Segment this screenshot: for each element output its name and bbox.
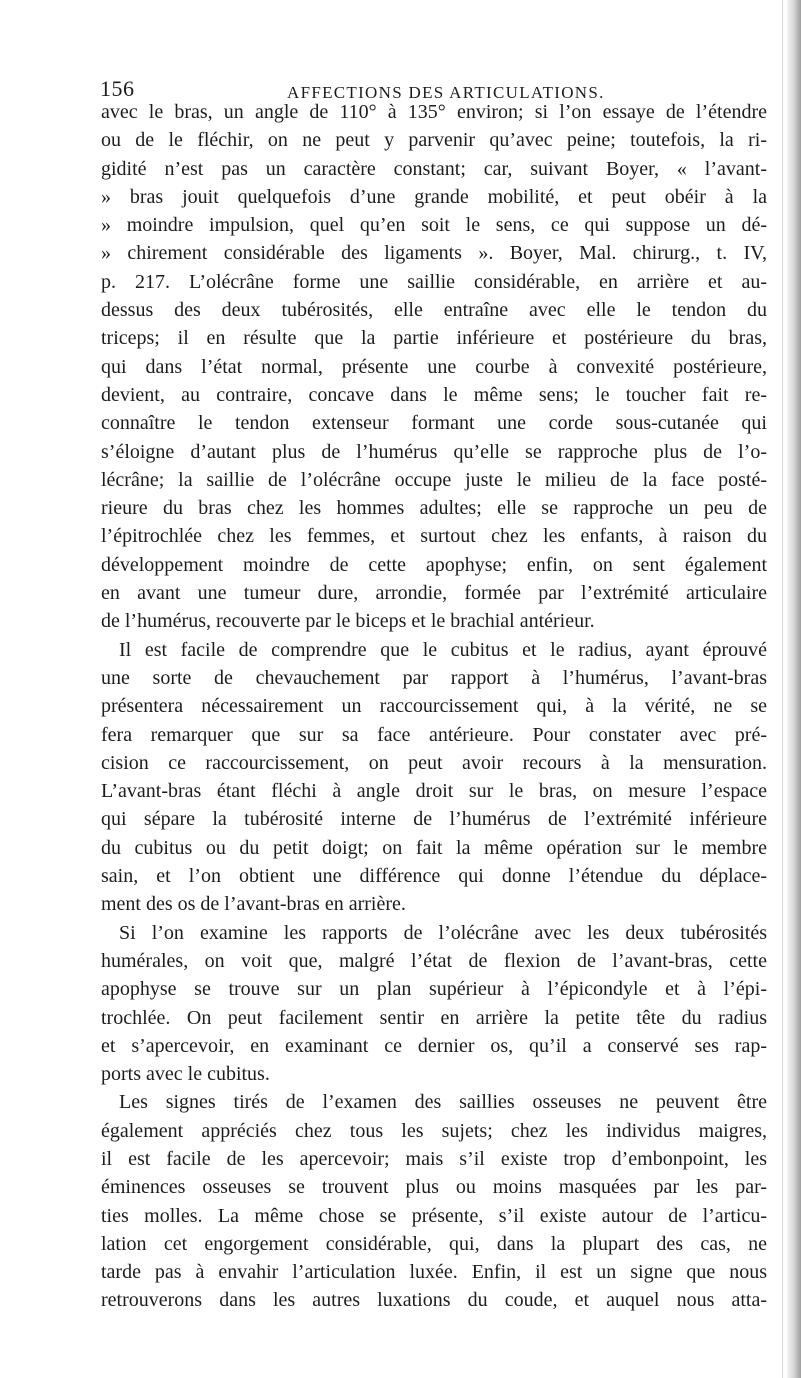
text-line: lation cet engorgement considérable, qui, dans la plupart des cas, ne [101, 1232, 767, 1255]
text-line: cision ce raccourcissement, on peut avoir recours à la mensuration. [101, 751, 767, 774]
text-line: sain, et l’on obtient une différence qui donne l’étendue du déplace- [101, 865, 767, 888]
text-line: » chirement considérable des ligaments ». Boyer, Mal. chirurg., t. IV, [101, 242, 767, 265]
text-line: Il est facile de comprendre que le cubitus et le radius, ayant éprouvé [119, 638, 767, 661]
text-line: fera remarquer que sur sa face antérieure. Pour constater avec pré- [101, 723, 767, 746]
text-line: ment des os de l’avant-bras en arrière. [101, 893, 406, 916]
text-line: rieure du bras chez les hommes adultes; elle se rapproche un peu de [101, 497, 767, 520]
text-line: également appréciés chez tous les sujets; chez les individus maigres, [101, 1119, 767, 1142]
running-title: AFFECTIONS DES ARTICULATIONS. [287, 83, 605, 102]
text-line: une sorte de chevauchement par rapport à l’humérus, l’avant-bras [101, 666, 767, 689]
text-line: Si l’on examine les rapports de l’olécrâne avec les deux tubérosités [119, 921, 767, 944]
page-number: 156 [100, 76, 135, 101]
text-line: lécrâne; la saillie de l’olécrâne occupe juste le milieu de la face posté- [101, 468, 767, 491]
text-line: s’éloigne d’autant plus de l’humérus qu’elle se rapproche plus de l’o- [101, 440, 767, 463]
text-line: en avant une tumeur dure, arrondie, formée par l’extrémité articulaire [101, 582, 767, 605]
text-line: gidité n’est pas un caractère constant; car, suivant Boyer, « l’avant- [101, 157, 767, 180]
text-line: tarde pas à envahir l’articulation luxée. Enfin, il est un signe que nous [101, 1261, 767, 1284]
text-line: ports avec le cubitus. [101, 1063, 270, 1086]
text-line: développement moindre de cette apophyse; enfin, on sent également [101, 553, 767, 576]
page-edge-shadow [787, 0, 801, 1378]
page-edge-line [782, 0, 783, 1378]
text-line: du cubitus ou du petit doigt; on fait la même opération sur le membre [101, 836, 767, 859]
text-line: » bras jouit quelquefois d’une grande mobilité, et peut obéir à la [101, 185, 767, 208]
text-line: et s’apercevoir, en examinant ce dernier os, qu’il a conservé ses rap- [101, 1034, 767, 1057]
text-line: avec le bras, un angle de 110° à 135° environ; si l’on essaye de l’étendre [101, 101, 767, 123]
text-line: ties molles. La même chose se présente, s’il existe autour de l’articu- [101, 1204, 767, 1227]
body-text [101, 98, 767, 1315]
text-line: L’avant-bras étant fléchi à angle droit sur le bras, on mesure l’espace [101, 780, 767, 803]
text-line: triceps; il en résulte que la partie inférieure et postérieure du bras, [101, 327, 767, 350]
text-line: apophyse se trouve sur un plan supérieur à l’épicondyle et à l’épi- [101, 978, 767, 1001]
text-line: retrouverons dans les autres luxations du coude, et auquel nous atta- [101, 1289, 767, 1312]
text-line: il est facile de les apercevoir; mais s’il existe trop d’embonpoint, les [101, 1147, 767, 1170]
text-line: présentera nécessairement un raccourcissement qui, à la vérité, ne se [101, 695, 767, 718]
text-line: dessus des deux tubérosités, elle entraîne avec elle le tendon du [101, 299, 767, 322]
text-line: devient, au contraire, concave dans le même sens; le toucher fait re- [101, 383, 767, 406]
text-line: p. 217. L’olécrâne forme une saillie considérable, en arrière et au- [101, 270, 767, 293]
text-line: qui sépare la tubérosité interne de l’humérus de l’extrémité inférieure [101, 808, 767, 831]
text-line: Les signes tirés de l’examen des saillies osseuses ne peuvent être [119, 1091, 767, 1114]
text-line: humérales, on voit que, malgré l’état de flexion de l’avant-bras, cette [101, 949, 767, 972]
text-line: éminences osseuses se trouvent plus ou moins masquées par les par- [101, 1176, 767, 1199]
text-line: qui dans l’état normal, présente une courbe à convexité postérieure, [101, 355, 767, 378]
text-line: connaître le tendon extenseur formant une corde sous-cutanée qui [101, 412, 767, 435]
text-line: ou de le fléchir, on ne peut y parvenir qu’avec peine; toutefois, la ri- [101, 129, 767, 152]
text-line: l’épitrochlée chez les femmes, et surtout chez les enfants, à raison du [101, 525, 767, 548]
text-line: trochlée. On peut facilement sentir en arrière la petite tête du radius [101, 1006, 767, 1029]
text-line: de l’humérus, recouverte par le biceps et le brachial antérieur. [101, 610, 595, 633]
text-line: » moindre impulsion, quel qu’en soit le sens, ce qui suppose un dé- [101, 214, 767, 237]
